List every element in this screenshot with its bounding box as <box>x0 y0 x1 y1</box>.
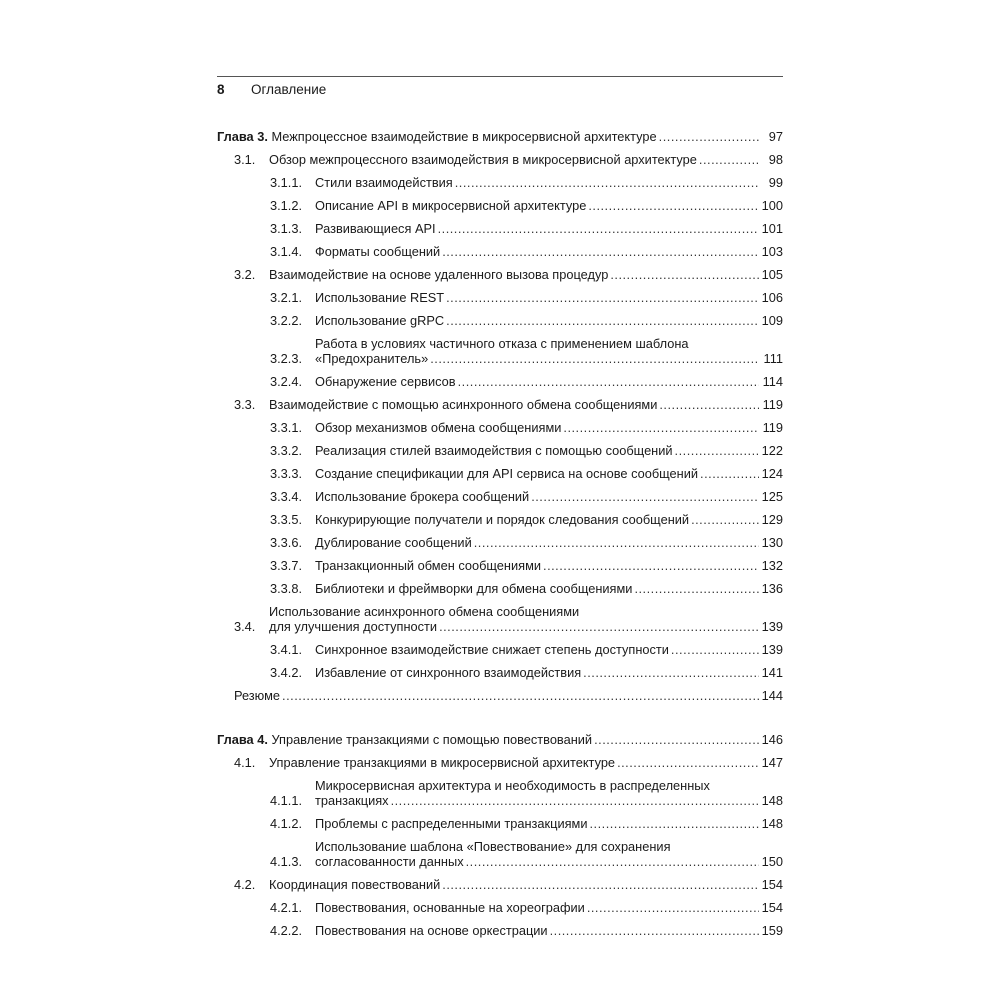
dot-leader <box>563 420 759 435</box>
dot-leader <box>671 642 759 657</box>
page-ref: 144 <box>761 688 783 703</box>
page-ref: 100 <box>761 198 783 213</box>
page-ref: 105 <box>761 267 783 282</box>
entry-title <box>315 443 673 458</box>
section-number: 3.1.2. <box>270 198 303 213</box>
entry-body <box>315 290 783 305</box>
dot-leader <box>430 351 759 366</box>
entry-title <box>315 313 444 328</box>
dot-leader <box>474 535 759 550</box>
entry-title-text: Реализация стилей взаимодействия с помощью сообщений <box>315 443 673 458</box>
entry-body <box>269 397 783 412</box>
entry-title <box>269 152 697 167</box>
toc-row <box>217 236 783 259</box>
entry-body <box>315 313 783 328</box>
page-ref: 129 <box>761 512 783 527</box>
toc-entry[interactable] <box>217 892 783 915</box>
entry-title <box>315 198 586 213</box>
toc-entry[interactable] <box>217 389 783 412</box>
entry-line <box>315 244 783 259</box>
dot-leader <box>699 152 759 167</box>
page-ref: 130 <box>761 535 783 550</box>
page-ref: 139 <box>761 619 783 634</box>
entry-line <box>315 313 783 328</box>
entry-title <box>315 244 440 259</box>
page-ref: 101 <box>761 221 783 236</box>
toc-entry[interactable] <box>217 328 783 366</box>
toc-row <box>217 328 783 366</box>
toc-entry[interactable] <box>217 236 783 259</box>
entry-body <box>217 129 783 144</box>
dot-leader <box>583 665 759 680</box>
entry-title-text: Повествования на основе оркестрации <box>315 923 548 938</box>
toc-row <box>217 808 783 831</box>
dot-leader <box>442 244 759 259</box>
entry-title-text: Библиотеки и фреймворки для обмена сообщениями <box>315 581 633 596</box>
entry-title-text: транзакциях <box>315 793 389 808</box>
toc-entry[interactable] <box>217 808 783 831</box>
page-ref: 148 <box>761 816 783 831</box>
entry-line <box>269 152 783 167</box>
section-number: 3.3.8. <box>270 581 303 596</box>
dot-leader <box>588 198 759 213</box>
entry-title-text: Использование брокера сообщений <box>315 489 530 504</box>
toc-row <box>217 634 783 657</box>
entry-title-text: Использование REST <box>315 290 445 305</box>
entry-title-text: Взаимодействие на основе удаленного вызова процедур <box>269 267 609 282</box>
toc-entry[interactable] <box>217 550 783 573</box>
dot-leader <box>442 877 759 892</box>
dot-leader <box>543 558 759 573</box>
toc-entry[interactable] <box>217 527 783 550</box>
section-number: 3.2.1. <box>270 290 303 305</box>
entry-line <box>269 877 783 892</box>
section-number: 3.3.5. <box>270 512 303 527</box>
toc-entry[interactable] <box>217 573 783 596</box>
entry-line <box>269 397 783 412</box>
section-number: 3.1.1. <box>270 175 303 190</box>
entry-title-text: Обзор механизмов обмена сообщениями <box>315 420 562 435</box>
dot-leader <box>458 374 759 389</box>
entry-line <box>315 535 783 550</box>
section-number: 3.3.7. <box>270 558 303 573</box>
toc-row <box>217 366 783 389</box>
entry-body <box>315 328 783 366</box>
entry-title <box>315 175 453 190</box>
entry-line <box>315 816 783 831</box>
section-number: 3.4.2. <box>270 665 303 680</box>
section-number: 4.2. <box>234 877 256 892</box>
entry-title-text: Развивающиеся API <box>315 221 436 236</box>
page-ref: 122 <box>761 443 783 458</box>
entry-body <box>315 512 783 527</box>
entry-body <box>315 489 783 504</box>
entry-line <box>234 688 783 703</box>
dot-leader <box>594 732 759 747</box>
page-ref: 141 <box>761 665 783 680</box>
section-number: 4.1. <box>234 755 256 770</box>
toc-entry[interactable] <box>217 412 783 435</box>
dot-leader <box>700 466 759 481</box>
entry-title <box>315 420 561 435</box>
entry-title-text: Взаимодействие с помощью асинхронного обмена сообщениями <box>269 397 658 412</box>
toc-entry[interactable] <box>217 596 783 634</box>
section-number: 3.2.4. <box>270 374 303 389</box>
entry-line <box>269 267 783 282</box>
entry-title <box>315 900 585 915</box>
toc-row <box>217 167 783 190</box>
entry-title <box>315 642 669 657</box>
page-ref: 98 <box>768 152 783 167</box>
toc-entry[interactable] <box>217 282 783 305</box>
entry-title-text: Повествования, основанные на хореографии <box>315 900 585 915</box>
dot-leader <box>550 923 759 938</box>
toc-row <box>217 435 783 458</box>
toc-row <box>217 657 783 680</box>
section-number: 3.1.3. <box>270 221 303 236</box>
section-number: 3.3.1. <box>270 420 303 435</box>
toc-entry[interactable] <box>217 481 783 504</box>
entry-title-text: Форматы сообщений <box>315 244 441 259</box>
entry-title <box>315 489 529 504</box>
entry-title <box>269 619 437 634</box>
entry-body <box>315 816 783 831</box>
entry-title <box>315 290 444 305</box>
entry-body <box>234 688 783 703</box>
entry-line <box>315 489 783 504</box>
entry-body <box>315 198 783 213</box>
entry-body <box>217 732 783 747</box>
page-ref: 97 <box>768 129 783 144</box>
page-ref: 99 <box>768 175 783 190</box>
entry-body <box>315 244 783 259</box>
entry-title-text: Координация повествований <box>269 877 441 892</box>
entry-title-text: согласованности данных <box>315 854 464 869</box>
entry-title <box>315 665 581 680</box>
entry-body <box>315 535 783 550</box>
entry-title <box>315 793 389 808</box>
dot-leader <box>391 793 759 808</box>
entry-title <box>315 512 689 527</box>
entry-title-text: Избавление от синхронного взаимодействия <box>315 665 582 680</box>
toc-row <box>217 747 783 770</box>
entry-body <box>315 221 783 236</box>
page-number: 8 <box>217 81 225 97</box>
dot-leader <box>439 619 759 634</box>
section-number: 4.1.2. <box>270 816 303 831</box>
entry-body <box>315 175 783 190</box>
toc-row <box>217 144 783 167</box>
entry-body <box>315 923 783 938</box>
dot-leader <box>589 816 759 831</box>
toc-row <box>217 573 783 596</box>
header-rule <box>217 76 783 77</box>
entry-line <box>315 198 783 213</box>
entry-line <box>217 732 783 747</box>
entry-title <box>315 466 698 481</box>
entry-title <box>234 688 280 703</box>
toc-entry[interactable] <box>217 213 783 236</box>
toc-entry[interactable] <box>217 657 783 680</box>
entry-title <box>217 732 592 747</box>
page-ref: 154 <box>761 900 783 915</box>
toc-row <box>217 770 783 808</box>
entry-title <box>217 129 657 144</box>
page-ref: 132 <box>761 558 783 573</box>
section-number: 3.4. <box>234 619 256 634</box>
section-number: 3.3.6. <box>270 535 303 550</box>
entry-title-text: Дублирование сообщений <box>315 535 472 550</box>
entry-title-text: для улучшения доступности <box>269 619 438 634</box>
entry-line <box>315 290 783 305</box>
entry-body <box>315 466 783 481</box>
entry-line <box>315 221 783 236</box>
entry-title-line1: Использование шаблона «Повествование» для сохранения <box>315 839 671 854</box>
dot-leader <box>675 443 759 458</box>
page-ref: 119 <box>762 397 783 412</box>
toc-entry[interactable] <box>217 504 783 527</box>
toc-entry[interactable] <box>217 305 783 328</box>
dot-leader <box>617 755 759 770</box>
toc-entry[interactable] <box>217 167 783 190</box>
table-of-contents <box>217 121 783 938</box>
entry-line <box>315 854 783 869</box>
toc-row <box>217 190 783 213</box>
entry-title-text: Резюме <box>234 688 281 703</box>
entry-body <box>315 770 783 808</box>
section-number: 3.1.4. <box>270 244 303 259</box>
entry-line <box>315 512 783 527</box>
page-ref: 125 <box>761 489 783 504</box>
page-ref: 136 <box>761 581 783 596</box>
toc-row <box>217 724 783 747</box>
entry-body <box>315 420 783 435</box>
toc-entry[interactable] <box>217 915 783 938</box>
entry-line <box>315 581 783 596</box>
entry-title-line1: Работа в условиях частичного отказа с применением шаблона <box>315 336 689 351</box>
dot-leader <box>691 512 759 527</box>
entry-title <box>315 535 472 550</box>
dot-leader <box>531 489 759 504</box>
entry-title-text: Управление транзакциями в микросервисной архитектуре <box>269 755 616 770</box>
entry-title <box>315 558 541 573</box>
toc-row <box>217 869 783 892</box>
section-number: 4.2.1. <box>270 900 303 915</box>
dot-leader <box>455 175 759 190</box>
toc-row <box>217 504 783 527</box>
entry-title-text: Управление транзакциями с помощью повествований <box>271 732 593 747</box>
entry-body <box>269 152 783 167</box>
dot-leader <box>466 854 759 869</box>
toc-row <box>217 259 783 282</box>
entry-title-text: Стили взаимодействия <box>315 175 453 190</box>
section-number: 3.2. <box>234 267 256 282</box>
entry-title-text: «Предохранитель» <box>315 351 429 366</box>
toc-entry[interactable] <box>217 366 783 389</box>
entry-body <box>269 755 783 770</box>
toc-entry[interactable] <box>217 435 783 458</box>
entry-body <box>315 831 783 869</box>
entry-title-text: Конкурирующие получатели и порядок следования сообщений <box>315 512 690 527</box>
entry-body <box>315 900 783 915</box>
page-ref: 111 <box>763 351 783 366</box>
entry-title-text: Синхронное взаимодействие снижает степень доступности <box>315 642 669 657</box>
entry-body <box>315 581 783 596</box>
entry-body <box>269 596 783 634</box>
entry-title <box>315 816 587 831</box>
entry-title <box>315 374 456 389</box>
entry-title <box>315 221 436 236</box>
entry-title <box>269 267 608 282</box>
entry-line <box>269 619 783 634</box>
dot-leader <box>610 267 759 282</box>
entry-title-text: Использование gRPC <box>315 313 445 328</box>
entry-title <box>315 923 548 938</box>
entry-body <box>269 267 783 282</box>
entry-title-text: Транзакционный обмен сообщениями <box>315 558 542 573</box>
dot-leader <box>438 221 759 236</box>
entry-title-text: Обзор межпроцессного взаимодействия в микросервисной архитектуре <box>269 152 697 167</box>
entry-body <box>315 558 783 573</box>
page-header <box>217 80 326 98</box>
entry-body <box>315 665 783 680</box>
toc-row <box>217 550 783 573</box>
section-number: 3.3.4. <box>270 489 303 504</box>
toc-row <box>217 831 783 869</box>
section-number: 3.4.1. <box>270 642 303 657</box>
entry-title-text: Межпроцессное взаимодействие в микросервисной архитектуре <box>271 129 657 144</box>
dot-leader <box>282 688 759 703</box>
entry-title <box>269 397 657 412</box>
section-number: 3.3.3. <box>270 466 303 481</box>
page-ref: 124 <box>761 466 783 481</box>
running-title: Оглавление <box>251 81 327 97</box>
dot-leader <box>659 397 759 412</box>
entry-title-text: Обнаружение сервисов <box>315 374 456 389</box>
chapter-label: Глава 3. <box>217 129 268 144</box>
toc-row <box>217 389 783 412</box>
dot-leader <box>634 581 759 596</box>
section-number: 3.2.3. <box>270 351 303 366</box>
toc-row <box>217 458 783 481</box>
page-ref: 119 <box>762 420 783 435</box>
chapter-label: Глава 4. <box>217 732 268 747</box>
entry-line <box>315 923 783 938</box>
entry-title-line1: Микросервисная архитектура и необходимость в распределенных <box>315 778 710 793</box>
entry-body <box>269 877 783 892</box>
dot-leader <box>587 900 759 915</box>
section-number: 3.3.2. <box>270 443 303 458</box>
toc-entry[interactable] <box>217 831 783 869</box>
entry-line <box>315 642 783 657</box>
entry-line <box>315 175 783 190</box>
page-ref: 106 <box>761 290 783 305</box>
entry-line <box>315 420 783 435</box>
toc-row <box>217 305 783 328</box>
toc-row <box>217 282 783 305</box>
toc-entry[interactable] <box>217 458 783 481</box>
entry-body <box>315 374 783 389</box>
section-number: 3.2.2. <box>270 313 303 328</box>
entry-title <box>269 877 440 892</box>
page-ref: 147 <box>761 755 783 770</box>
entry-body <box>315 443 783 458</box>
entry-line <box>315 900 783 915</box>
page-ref: 150 <box>761 854 783 869</box>
entry-title-line1: Использование асинхронного обмена сообщениями <box>269 604 580 619</box>
entry-title <box>315 351 428 366</box>
page-ref: 154 <box>761 877 783 892</box>
page-ref: 114 <box>762 374 783 389</box>
toc-resume-entry[interactable] <box>217 680 783 703</box>
toc-row <box>217 680 783 703</box>
toc-entry[interactable] <box>217 634 783 657</box>
section-number: 4.2.2. <box>270 923 303 938</box>
page-ref: 146 <box>761 732 783 747</box>
dot-leader <box>446 313 759 328</box>
page-ref: 139 <box>761 642 783 657</box>
toc-row <box>217 213 783 236</box>
section-number: 3.3. <box>234 397 256 412</box>
section-number: 4.1.1. <box>270 793 303 808</box>
toc-entry[interactable] <box>217 869 783 892</box>
toc-chapter-entry[interactable] <box>217 724 783 747</box>
toc-entry[interactable] <box>217 190 783 213</box>
page-ref: 109 <box>761 313 783 328</box>
toc-row <box>217 915 783 938</box>
entry-line <box>269 755 783 770</box>
entry-line <box>315 443 783 458</box>
dot-leader <box>659 129 759 144</box>
toc-entry[interactable] <box>217 259 783 282</box>
toc-row <box>217 412 783 435</box>
entry-line <box>315 466 783 481</box>
entry-line <box>315 558 783 573</box>
toc-entry[interactable] <box>217 770 783 808</box>
entry-line <box>315 793 783 808</box>
toc-row <box>217 892 783 915</box>
toc-chapter-entry[interactable] <box>217 121 783 144</box>
toc-entry[interactable] <box>217 747 783 770</box>
entry-title-text: Описание API в микросервисной архитектуре <box>315 198 587 213</box>
toc-row <box>217 481 783 504</box>
toc-row <box>217 596 783 634</box>
entry-line <box>315 665 783 680</box>
entry-line <box>315 351 783 366</box>
section-number: 4.1.3. <box>270 854 303 869</box>
entry-line <box>217 129 783 144</box>
entry-title <box>269 755 615 770</box>
entry-title-text: Создание спецификации для API сервиса на основе сообщений <box>315 466 699 481</box>
entry-body <box>315 642 783 657</box>
entry-title <box>315 581 632 596</box>
toc-row <box>217 527 783 550</box>
entry-line <box>315 374 783 389</box>
section-number: 3.1. <box>234 152 256 167</box>
entry-title <box>315 854 464 869</box>
page-ref: 159 <box>761 923 783 938</box>
page-ref: 103 <box>761 244 783 259</box>
toc-entry[interactable] <box>217 144 783 167</box>
toc-row <box>217 121 783 144</box>
page-ref: 148 <box>761 793 783 808</box>
dot-leader <box>446 290 759 305</box>
entry-title-text: Проблемы с распределенными транзакциями <box>315 816 588 831</box>
